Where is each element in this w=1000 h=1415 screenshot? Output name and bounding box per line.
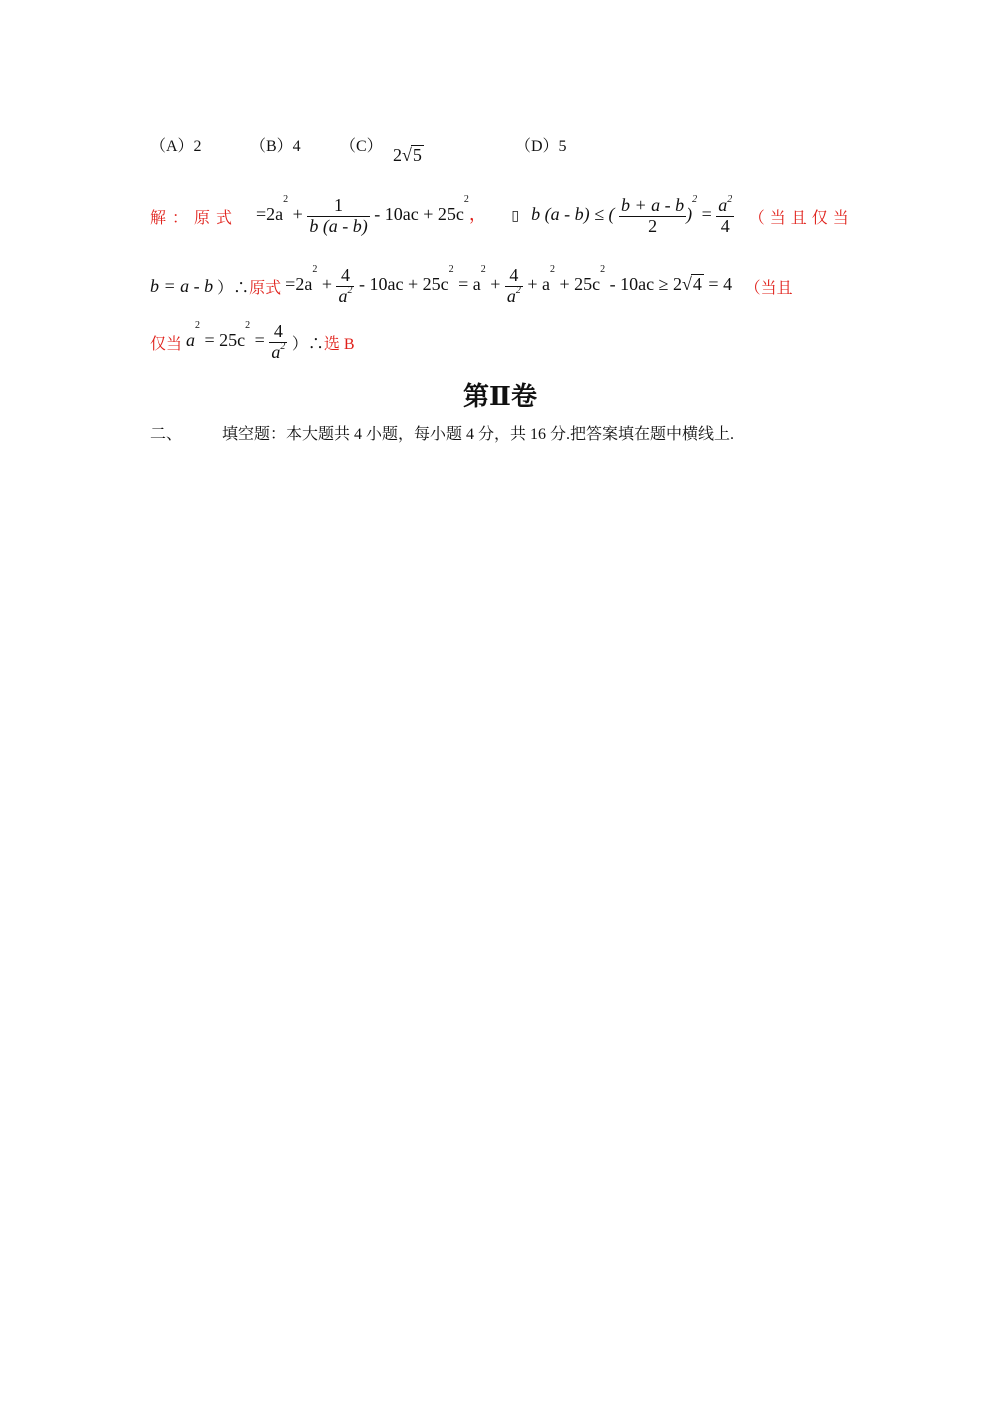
choice-c-coef: 2	[393, 145, 402, 165]
choice-b[interactable]: （B）4	[250, 138, 301, 155]
plus2: +	[485, 274, 505, 295]
plus1: +	[317, 274, 337, 295]
expr2: = 25c	[200, 330, 246, 351]
therefore-close: ）∴	[217, 279, 250, 297]
solution-line-3	[150, 322, 355, 363]
original-label: 原式	[249, 279, 282, 297]
therefore	[217, 280, 281, 297]
therefore-2: ）∴	[291, 335, 324, 353]
expr-end: - 10ac + 25c	[374, 204, 464, 225]
expr1: a	[186, 330, 196, 351]
frac2-num: 4	[509, 265, 519, 285]
choice-c-radicand: 5	[412, 145, 422, 165]
fraction-2	[619, 196, 686, 237]
equals: =	[697, 204, 712, 225]
expr2: - 10ac + 25c	[358, 274, 449, 295]
section-title: 第Ⅱ卷	[463, 382, 537, 412]
solution-line-1	[150, 196, 854, 237]
expression-1: $=2a^2$ + $\frac{1}{b (a - b)}$ - $10ac + 25c^2$，	[256, 194, 487, 236]
frac2-num: b + a - b	[621, 195, 685, 215]
ineq-close: )	[686, 204, 693, 225]
instruction-text: 填空题：本大题共 4 小题，每小题 4 分，共 16 分.把答案填在题中横线上.	[222, 426, 735, 443]
expr4: + a	[527, 274, 551, 295]
frac-num: 4	[340, 265, 350, 285]
frac3-num: a	[718, 195, 728, 215]
ineq-left: b (a - b) ≤ (	[531, 204, 615, 225]
solution-line-2	[150, 266, 793, 307]
expr7: = 4	[703, 274, 733, 295]
frac-num: 1	[334, 195, 344, 215]
radicand: 4	[692, 274, 702, 295]
fill-blank-instruction	[150, 421, 734, 444]
expression-2: $=2a^2$ + $\frac{4}{a^2}$ - $10ac + 25c^2 = a^2$ + $\frac{4}{a^2}$ + $a^2 + 25c^2 - 10ac \ge 2√4 = 4$	[285, 264, 733, 306]
fraction-4: $\frac{4}{a^2}$	[338, 265, 353, 306]
sqrt-symbol: √4	[682, 274, 702, 295]
frac2-den: a	[506, 285, 516, 306]
fraction-3: $\frac{a^2}{4}$	[718, 194, 733, 236]
condition-start: （当且仅当	[748, 209, 854, 227]
expr6: - 10ac ≥ 2	[605, 274, 683, 295]
frac-den: b (a - b)	[309, 215, 368, 236]
inequality: b (a - b) ≤ ( $\frac{b + a - b}{2}$ )$^2$ = $\frac{a^2}{4}$	[531, 194, 733, 236]
expr3: =	[250, 330, 265, 351]
frac-den: a	[338, 285, 348, 306]
frac3-den: 4	[716, 216, 734, 237]
frac2-den: 2	[619, 216, 686, 237]
choice-a[interactable]: （A）2	[150, 138, 202, 155]
frac-den: a	[271, 341, 281, 362]
expr5: + 25c	[555, 274, 601, 295]
condition-expr: b = a - b	[150, 275, 214, 296]
solution-label: 解：原式	[150, 209, 239, 227]
expr3: = a	[453, 274, 481, 295]
choice-d[interactable]: （D）5	[515, 138, 567, 155]
plus-sign: +	[288, 204, 308, 225]
only-when-label: 仅当	[150, 335, 183, 353]
answer-select: 选 B	[323, 335, 355, 353]
fraction-6: $\frac{4}{a^2}$	[271, 321, 286, 362]
section-number: 二、	[150, 426, 183, 443]
condition-start-2: （当且	[744, 279, 793, 297]
box-glyph: ▯	[511, 208, 520, 224]
fraction-1	[307, 196, 369, 237]
fraction-5: $\frac{4}{a^2}$	[506, 265, 521, 306]
choice-c-value	[393, 145, 424, 166]
frac-num: 4	[273, 321, 283, 341]
choice-c[interactable]: （C）	[340, 138, 383, 155]
expr1: =2a	[285, 274, 313, 295]
answer-choices	[150, 133, 850, 173]
expr-start: =2a	[256, 204, 284, 225]
sqrt-symbol: √5	[402, 145, 422, 165]
comma: ，	[468, 204, 487, 225]
expression-3: $a^2 = 25c^2$ = $\frac{4}{a^2}$	[186, 320, 286, 362]
